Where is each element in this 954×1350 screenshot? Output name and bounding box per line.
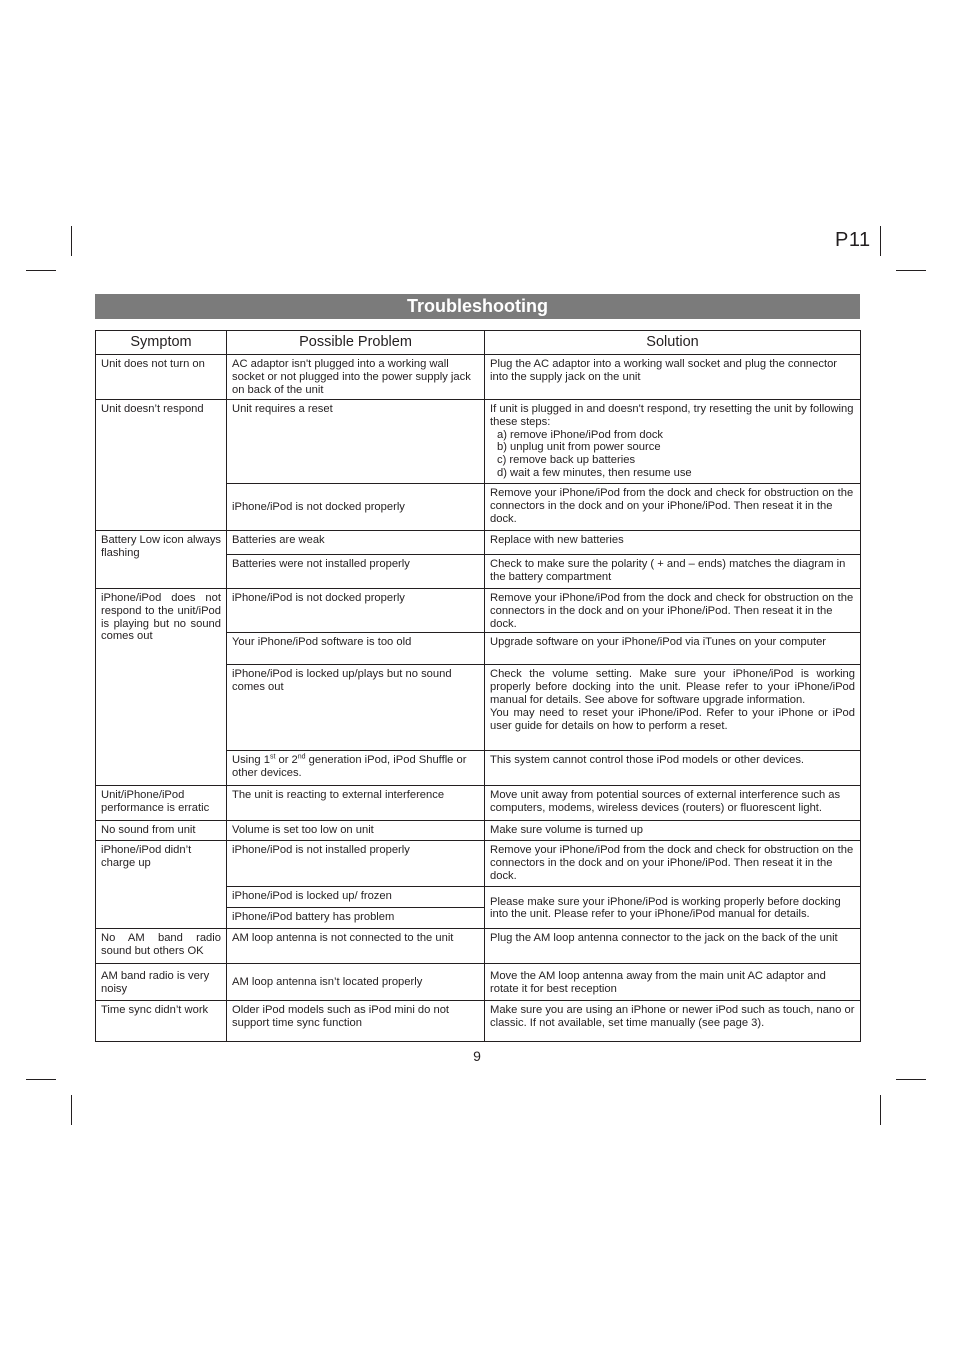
table-row [96,841,861,887]
problem-cell: Batteries were not installed properly [227,555,485,589]
symptom-cell: No AM band radio sound but others OK [96,929,227,964]
problem-text: generation iPod, iPod Shuffle or other devices. [232,754,467,780]
problem-cell: Unit requires a reset [227,400,485,484]
column-header-symptom: Symptom [96,331,227,355]
crop-mark [26,1079,56,1080]
problem-cell: AM loop antenna is not connected to the unit [227,929,485,964]
reset-step: a) remove iPhone/iPod from dock [497,428,664,441]
solution-cell: This system cannot control those iPod models or other devices. [485,751,861,786]
page-code: P11 [835,229,871,251]
table-row [96,786,861,821]
crop-mark [880,226,881,256]
crop-mark [896,270,926,271]
table-row [96,589,861,633]
ordinal-suffix: st [269,753,276,761]
crop-mark [71,226,72,256]
problem-cell: iPhone/iPod is not docked properly [227,484,485,531]
symptom-cell: Unit doesn’t respond [96,400,227,531]
troubleshooting-table [95,330,861,1042]
symptom-cell: iPhone/iPod does not respond to the unit/iPod is playing but no sound comes out [96,589,227,786]
table-row [96,964,861,1001]
problem-cell: AM loop antenna isn’t located properly [227,964,485,1001]
table-row [96,1001,861,1042]
problem-cell: Batteries are weak [227,531,485,555]
solution-cell [485,665,861,751]
problem-cell [227,751,485,786]
page-number: 9 [473,1048,481,1064]
problem-cell: AC adaptor isn't plugged into a working wall socket or not plugged into the power supply jack on back of the unit [227,355,485,400]
reset-step: d) wait a few minutes, then resume use [497,466,692,479]
solution-cell: Make sure volume is turned up [485,821,861,841]
solution-cell: Remove your iPhone/iPod from the dock and check for obstruction on the connectors in the dock and on your iPhone/iPod. Then reseat it in the dock. [485,841,861,887]
problem-text: or 2 [275,754,298,767]
problem-cell: Older iPod models such as iPod mini do not support time sync function [227,1001,485,1042]
section-title: Troubleshooting [95,294,860,319]
solution-cell: Move unit away from potential sources of external interference such as computers, modems, wireless devices (routers) or fluorescent light. [485,786,861,821]
problem-cell: iPhone/iPod is locked up/ frozen [227,887,485,908]
solution-cell: Remove your iPhone/iPod from the dock and check for obstruction on the connectors in the dock and on your iPhone/iPod. Then reseat it in the dock. [485,484,861,531]
table-row [96,355,861,400]
solution-paragraph: You may need to reset your iPhone/iPod. Refer to your iPhone or iPod user guide for details on how to perform a reset. [490,706,855,732]
solution-cell: Plug the AC adaptor into a working wall socket and plug the connector into the supply jack on the unit [485,355,861,400]
solution-cell: Remove your iPhone/iPod from the dock and check for obstruction on the connectors in the dock and on your iPhone/iPod. Then reseat it in the dock. [485,589,861,633]
solution-cell: Upgrade software on your iPhone/iPod via iTunes on your computer [485,633,861,665]
problem-cell: iPhone/iPod is not installed properly [227,841,485,887]
problem-cell: iPhone/iPod is not docked properly [227,589,485,633]
table-row [96,929,861,964]
solution-cell: Replace with new batteries [485,531,861,555]
solution-cell: Please make sure your iPhone/iPod is working properly before docking into the unit. Please refer to your iPhone/iPod manual for details. [485,887,861,929]
solution-cell [485,400,861,484]
problem-cell: The unit is reacting to external interference [227,786,485,821]
crop-mark [26,270,56,271]
problem-text: Using 1 [232,754,270,767]
crop-mark [896,1079,926,1080]
solution-cell: Make sure you are using an iPhone or newer iPod such as touch, nano or classic. If not available, set time manually (see page 3). [485,1001,861,1042]
problem-cell: Volume is set too low on unit [227,821,485,841]
crop-mark [71,1095,72,1125]
symptom-cell: iPhone/iPod didn’t charge up [96,841,227,929]
solution-cell: Check to make sure the polarity ( + and – ends) matches the diagram in the battery compartment [485,555,861,589]
table-row [96,821,861,841]
symptom-cell: Time sync didn’t work [96,1001,227,1042]
solution-paragraph: Check the volume setting. Make sure your iPhone/iPod is working properly before docking into the unit. Please refer to your iPhone/iPod manual for details. See above for software upgrade information. [490,668,855,706]
symptom-cell: Unit does not turn on [96,355,227,400]
symptom-cell: No sound from unit [96,821,227,841]
table-header-row [96,331,861,355]
solution-cell: Move the AM loop antenna away from the main unit AC adaptor and rotate it for best reception [485,964,861,1001]
symptom-cell: Battery Low icon always flashing [96,531,227,589]
symptom-cell: Unit/iPhone/iPod performance is erratic [96,786,227,821]
column-header-problem: Possible Problem [227,331,485,355]
problem-cell: iPhone/iPod is locked up/plays but no sound comes out [227,665,485,751]
symptom-cell: AM band radio is very noisy [96,964,227,1001]
reset-step: b) unplug unit from power source [497,441,661,454]
problem-cell: iPhone/iPod battery has problem [227,908,485,929]
crop-mark [880,1095,881,1125]
table-row [96,400,861,484]
solution-cell: Plug the AM loop antenna connector to the jack on the back of the unit [485,929,861,964]
column-header-solution: Solution [485,331,861,355]
reset-step: c) remove back up batteries [497,454,636,467]
ordinal-suffix: nd [297,753,306,761]
problem-cell: Your iPhone/iPod software is too old [227,633,485,665]
table-row [96,531,861,555]
solution-intro: If unit is plugged in and doesn't respond, try resetting the unit by following these steps: [490,403,854,428]
